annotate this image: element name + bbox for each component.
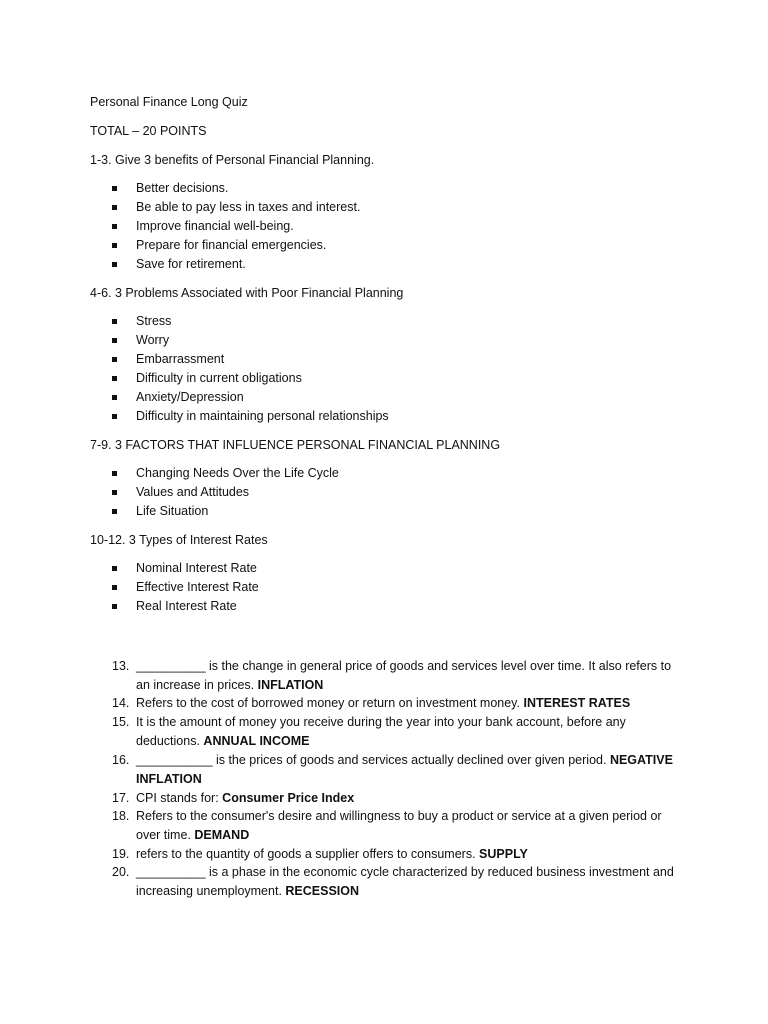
bullet-list bbox=[112, 179, 360, 274]
list-item: Save for retirement. bbox=[112, 255, 360, 274]
bullet-list bbox=[112, 559, 259, 616]
list-item: Effective Interest Rate bbox=[112, 578, 259, 597]
list-item: Nominal Interest Rate bbox=[112, 559, 259, 578]
bullet-square-icon bbox=[112, 376, 117, 381]
bullet-square-icon bbox=[112, 395, 117, 400]
answer: RECESSION bbox=[285, 883, 360, 898]
list-item: Difficulty in current obligations bbox=[112, 369, 389, 388]
answer: SUPPLY bbox=[479, 847, 528, 861]
list-item: Difficulty in maintaining personal relationships bbox=[112, 407, 389, 426]
bullet-list bbox=[112, 312, 389, 426]
answer: INFLATION bbox=[257, 677, 324, 692]
list-item: Prepare for financial emergencies. bbox=[112, 236, 360, 255]
answer: NEGATIVE INFLATION bbox=[136, 753, 673, 786]
list-item: Changing Needs Over the Life Cycle bbox=[112, 464, 339, 483]
answer: Consumer Price Index bbox=[222, 791, 355, 805]
bullet-square-icon bbox=[112, 205, 117, 210]
list-item: Embarrassment bbox=[112, 350, 389, 369]
list-item: Stress bbox=[112, 312, 389, 331]
answer: ANNUAL INCOME bbox=[203, 733, 310, 748]
answer: INTEREST RATES bbox=[523, 696, 631, 710]
answer: DEMAND bbox=[194, 827, 250, 842]
bullet-list bbox=[112, 464, 339, 521]
section-heading: 1-3. Give 3 benefits of Personal Financial Planning. bbox=[90, 153, 375, 167]
bullet-square-icon bbox=[112, 490, 117, 495]
section-heading: 7-9. 3 FACTORS THAT INFLUENCE PERSONAL FINANCIAL PLANNING bbox=[90, 438, 501, 452]
bullet-square-icon bbox=[112, 566, 117, 571]
list-item: Real Interest Rate bbox=[112, 597, 259, 616]
bullet-square-icon bbox=[112, 357, 117, 362]
bullet-square-icon bbox=[112, 509, 117, 514]
bullet-square-icon bbox=[112, 319, 117, 324]
quiz-title: Personal Finance Long Quiz bbox=[90, 95, 248, 109]
list-item: Worry bbox=[112, 331, 389, 350]
list-item: Values and Attitudes bbox=[112, 483, 339, 502]
bullet-square-icon bbox=[112, 414, 117, 419]
bullet-square-icon bbox=[112, 338, 117, 343]
list-item: Be able to pay less in taxes and interest. bbox=[112, 198, 360, 217]
bullet-square-icon bbox=[112, 186, 117, 191]
bullet-square-icon bbox=[112, 585, 117, 590]
list-item: Better decisions. bbox=[112, 179, 360, 198]
section-heading: 10-12. 3 Types of Interest Rates bbox=[90, 533, 268, 547]
list-item: Anxiety/Depression bbox=[112, 388, 389, 407]
document-page: Personal Finance Long Quiz TOTAL – 20 POINTS 1-3. Give 3 benefits of Personal Financial Planning. Better decisions. Be able to pay less in taxes and interest. Improve financial well-being. Prepare for financial emergencies. Save for retirement. 4-6. 3 Problems Associated with Poor Financial Planning Stress Worry Embarrassment Difficulty in current obligations Anxiety/Depression Difficulty in maintaining personal relationships 7-9. 3 FACTORS THAT INFLUENCE PERSONAL FINANCIAL PLANNING Changing Needs Over the Life Cycle Values and Attitudes Life Situation 10-12. 3 Types of Interest Rates Nominal Interest Rate Effective Interest Rate Real Interest Rate 13. __________ is the change in general price of goods and services level over time. It also refers to an increase in prices. INFLATION 14. Refers to the cost of borrowed money or return on investment money. INTEREST RATES 15. It is the amount of money you receive during the year into your bank account, before any deductions. ANNUAL INCOME 16. ___________ is the prices of goods and services actually declined over given period. NEGATIVE INFLATION 17. CPI stands for: Consumer Price Index 18. Refers to the consumer's desire and willingness to buy a product or service at a given period or over time. DEMAND 19. refers to the quantity of goods a supplier offers to consumers. SUPPLY 20. __________ is a phase in the economic cycle characterized by reduced business investment and increasing unemployment. RECESSION bbox=[90, 95, 674, 898]
bullet-square-icon bbox=[112, 224, 117, 229]
bullet-square-icon bbox=[112, 262, 117, 267]
list-item: Life Situation bbox=[112, 502, 339, 521]
bullet-square-icon bbox=[112, 243, 117, 248]
section-heading: 4-6. 3 Problems Associated with Poor Financial Planning bbox=[90, 286, 404, 300]
bullet-square-icon bbox=[112, 471, 117, 476]
bullet-square-icon bbox=[112, 604, 117, 609]
total-points: TOTAL – 20 POINTS bbox=[90, 124, 207, 138]
list-item: Improve financial well-being. bbox=[112, 217, 360, 236]
